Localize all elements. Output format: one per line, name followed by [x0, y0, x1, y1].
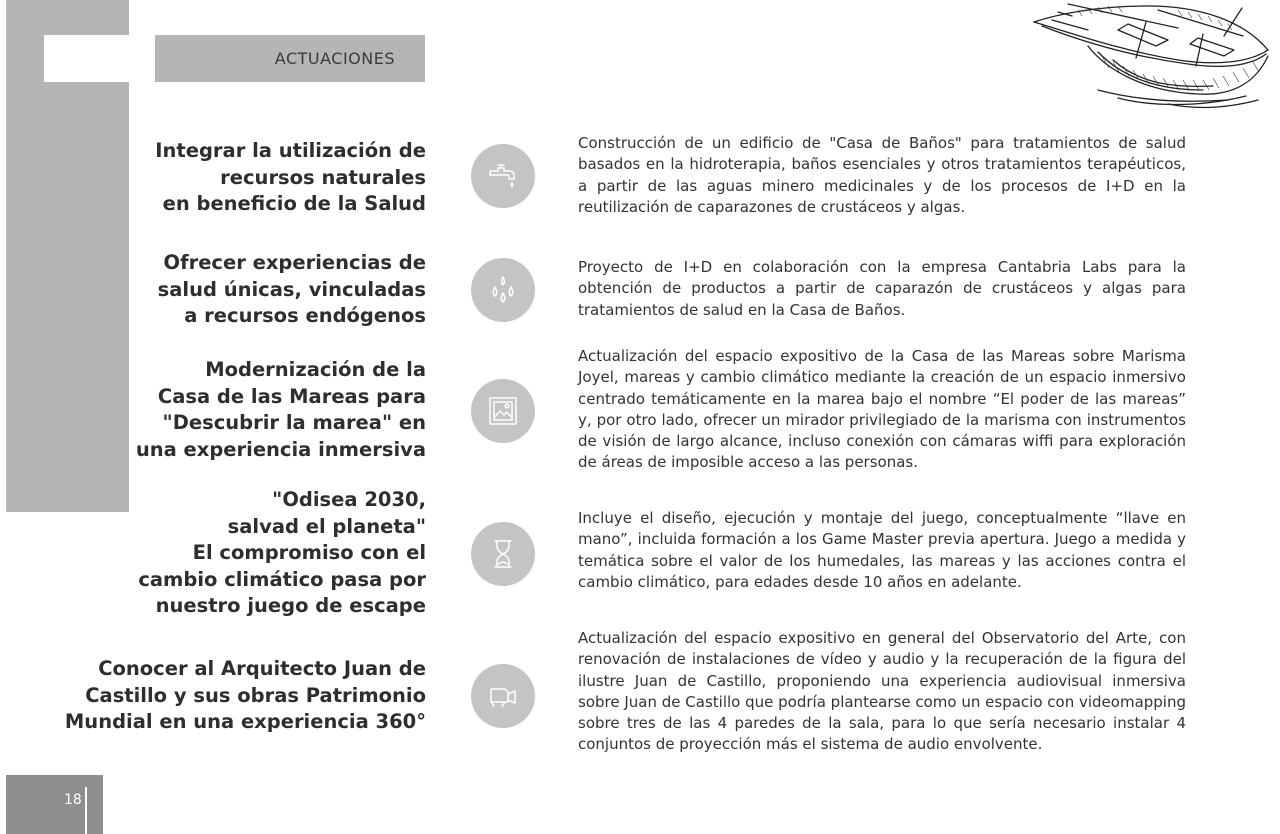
projector-icon [471, 664, 535, 728]
water-drops-icon [471, 258, 535, 322]
water-tap-icon [471, 144, 535, 208]
section-title: ACTUACIONES [274, 49, 395, 68]
rowboat-illustration [1028, 0, 1276, 112]
action-description-odisea: Incluye el diseño, ejecución y montaje del juego, conceptualmente “llave en mano”, incluida formación a los Game Master previa apertura. Juego a medida y temática sobre el valor de los humedales, las mareas y las acciones contra el cambio climático, para edades desde 10 años en adelante. [578, 509, 1186, 591]
image-frame-icon [471, 379, 535, 443]
action-heading-juan-castillo: Conocer al Arquitecto Juan de Castillo y sus obras Patrimonio Mundial en una experiencia 360° [64, 657, 426, 733]
page-number: 18 [64, 792, 82, 808]
section-title-tab [155, 35, 425, 82]
action-description-salud: Construcción de un edificio de "Casa de Baños" para tratamientos de salud basados en la hidroterapia, baños esenciales y otros tratamientos terapéuticos, a partir de las aguas minero medicinales y de los procesos de I+D en la reutilización de caparazones de crustáceos y algas. [578, 134, 1186, 216]
action-description-juan-castillo: Actualización del espacio expositivo en general del Observatorio del Arte, con renovación de instalaciones de vídeo y audio y la recuperación de la figura del ilustre Juan de Castillo, proponiendo una experiencia audiovisual inmersiva sobre Juan de Castillo que podría plantearse como un espacio con videomapping sobre tres de las 4 paredes de la sala, para lo que sería necesario instalar 4 conjuntos de proyección más el sistema de audio envolvente. [578, 629, 1186, 754]
action-description-experiencias: Proyecto de I+D en colaboración con la empresa Cantabria Labs para la obtención de productos a partir de caparazón de crustáceos y algas para tratamientos de salud en la Casa de Baños. [578, 258, 1186, 319]
page-number-divider [85, 787, 87, 834]
action-heading-odisea: "Odisea 2030, salvad el planeta" El compromiso con el cambio climático pasa por nuestro juego de escape [138, 488, 426, 617]
decorative-bracket-notch [44, 35, 129, 82]
action-heading-casa-mareas: Modernización de la Casa de las Mareas para "Descubrir la marea" en una experiencia inmersiva [135, 358, 426, 461]
hourglass-icon [471, 522, 535, 586]
action-description-casa-mareas: Actualización del espacio expositivo de la Casa de las Mareas sobre Marisma Joyel, mareas y cambio climático mediante la creación de un espacio inmersivo centrado temáticamente en la marea bajo el nombre “El poder de las mareas” y, por otro lado, ofrecer un mirador privilegiado de la marisma con instrumentos de visión de largo alcance, incluso conexión con cámaras wiffi para exploración de áreas de imposible acceso a las personas. [578, 347, 1186, 472]
page-number-box [6, 775, 103, 834]
action-heading-experiencias: Ofrecer experiencias de salud únicas, vinculadas a recursos endógenos [157, 251, 426, 327]
action-heading-salud: Integrar la utilización de recursos naturales en beneficio de la Salud [155, 139, 426, 215]
